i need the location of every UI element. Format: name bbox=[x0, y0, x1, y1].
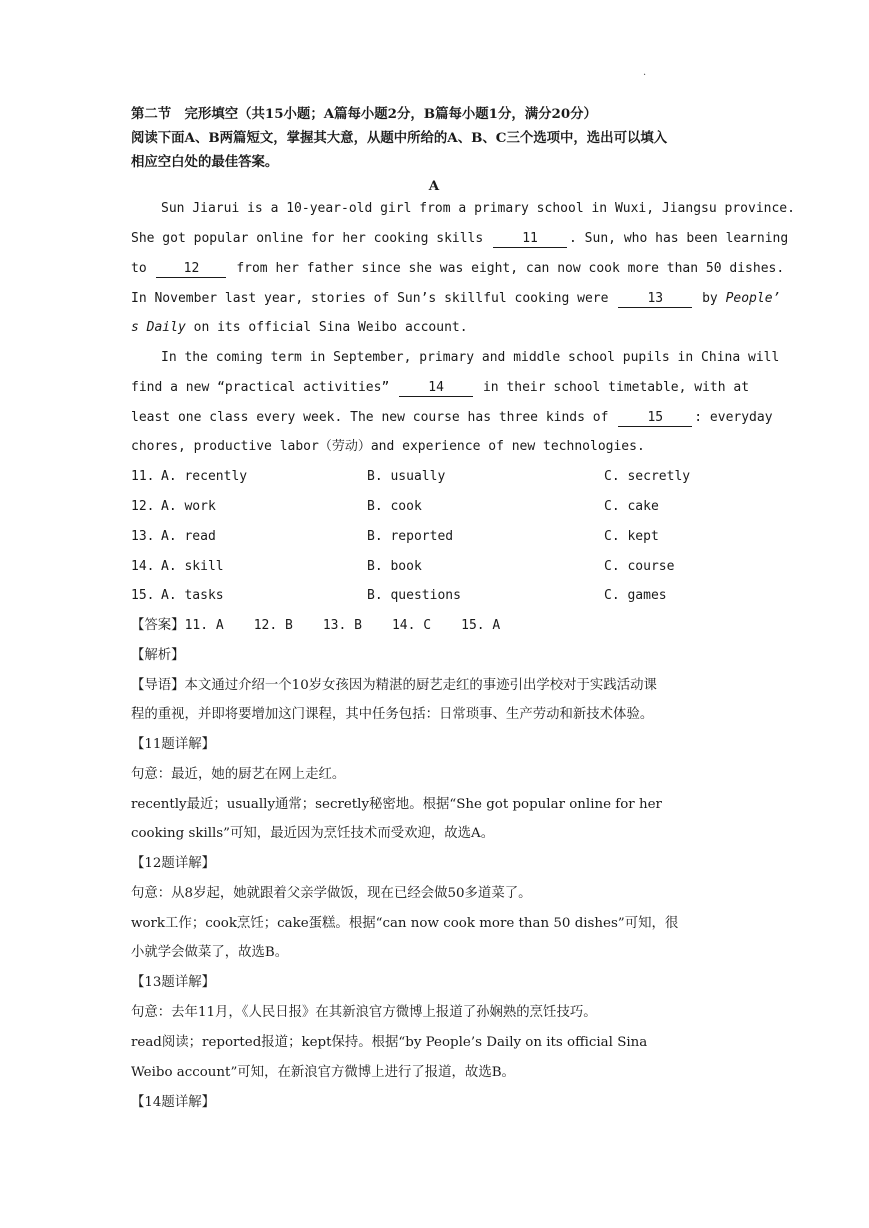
option-b: B. cook bbox=[367, 499, 422, 514]
q13-meaning: 句意：去年11月，《人民日报》在其新浪官方微博上报道了孙娴熟的烹饪技巧。 bbox=[131, 1005, 597, 1020]
q12-line-1: work工作；cook烹饪；cake蛋糕。根据“can now cook more than 50 dishes”可知，很 bbox=[131, 916, 679, 931]
intro-line-1: 【导语】本文通过介绍一个10岁女孩因为精湛的厨艺走红的事迹引出学校对于实践活动课 bbox=[131, 678, 657, 693]
q13-line-2: Weibo account”可知，在新浪官方微博上进行了报道，故选B。 bbox=[131, 1065, 515, 1080]
passage-line-4: In November last year, stories of Sun’s skillful cooking were 13 by People’ bbox=[131, 291, 781, 306]
q12-line-2: 小就学会做菜了，故选B。 bbox=[131, 945, 289, 960]
q11-line-1: recently最近；usually通常；secretly秘密地。根据“She got popular online for her bbox=[131, 797, 662, 812]
blank-12: 12 bbox=[156, 261, 226, 278]
q11-title: 【11题详解】 bbox=[131, 737, 215, 752]
option-c: C. course bbox=[604, 559, 675, 574]
section-title: 第二节 完形填空（共15小题；A篇每小题2分，B篇每小题1分，满分20分） bbox=[131, 106, 597, 122]
passage-line-6: In the coming term in September, primary and middle school pupils in China will bbox=[161, 350, 780, 365]
option-c: C. secretly bbox=[604, 469, 691, 484]
passage-label: A bbox=[428, 178, 440, 194]
passage-line-7: find a new “practical activities” 14 in their school timetable, with at bbox=[131, 380, 750, 395]
option-b: B. questions bbox=[367, 588, 461, 603]
option-a: A. work bbox=[161, 499, 216, 514]
q13-line-1: read阅读；reported报道；kept保持。根据“by People’s Daily on its official Sina bbox=[131, 1035, 648, 1050]
q12-title: 【12题详解】 bbox=[131, 856, 215, 871]
option-a: A. read bbox=[161, 529, 216, 544]
instruction-line-1: 阅读下面A、B两篇短文，掌握其大意，从题中所给的A、B、C三个选项中，选出可以填入 bbox=[131, 130, 668, 146]
analysis-label: 【解析】 bbox=[131, 648, 185, 663]
option-b: B. usually bbox=[367, 469, 446, 484]
passage-line-2: She got popular online for her cooking skills 11 . Sun, who has been learning bbox=[131, 231, 789, 246]
option-b: B. book bbox=[367, 559, 422, 574]
q13-title: 【13题详解】 bbox=[131, 975, 215, 990]
page-dot: · bbox=[643, 70, 647, 81]
option-b: B. reported bbox=[367, 529, 454, 544]
instruction-line-2: 相应空白处的最佳答案。 bbox=[131, 154, 279, 170]
passage-line-8: least one class every week. The new course has three kinds of 15 : everyday bbox=[131, 410, 773, 425]
blank-14: 14 bbox=[399, 380, 473, 397]
option-c: C. kept bbox=[604, 529, 659, 544]
answer-line: 【答案】11. A 12. B 13. B 14. C 15. A bbox=[131, 618, 501, 633]
passage-line-1: Sun Jiarui is a 10-year-old girl from a primary school in Wuxi, Jiangsu province. bbox=[161, 201, 795, 216]
q11-meaning: 句意：最近，她的厨艺在网上走红。 bbox=[131, 767, 346, 782]
option-c: C. games bbox=[604, 588, 667, 603]
q11-line-2: cooking skills”可知，最近因为烹饪技术而受欢迎，故选A。 bbox=[131, 826, 495, 841]
blank-15: 15 bbox=[618, 410, 692, 427]
option-a: A. tasks bbox=[161, 588, 224, 603]
passage-line-5: s Daily on its official Sina Weibo account. bbox=[131, 320, 468, 335]
option-c: C. cake bbox=[604, 499, 659, 514]
option-a: A. recently bbox=[161, 469, 248, 484]
passage-line-3: to 12 from her father since she was eight, can now cook more than 50 dishes. bbox=[131, 261, 785, 276]
passage-line-9: chores, productive labor（劳动）and experience of new technologies. bbox=[131, 439, 645, 454]
intro-line-2: 程的重视，并即将要增加这门课程，其中任务包括：日常琐事、生产劳动和新技术体验。 bbox=[131, 707, 654, 722]
blank-11: 11 bbox=[493, 231, 567, 248]
q12-meaning: 句意：从8岁起，她就跟着父亲学做饭，现在已经会做50多道菜了。 bbox=[131, 886, 532, 901]
blank-13: 13 bbox=[618, 291, 692, 308]
option-a: A. skill bbox=[161, 559, 224, 574]
q14-title: 【14题详解】 bbox=[131, 1095, 215, 1110]
